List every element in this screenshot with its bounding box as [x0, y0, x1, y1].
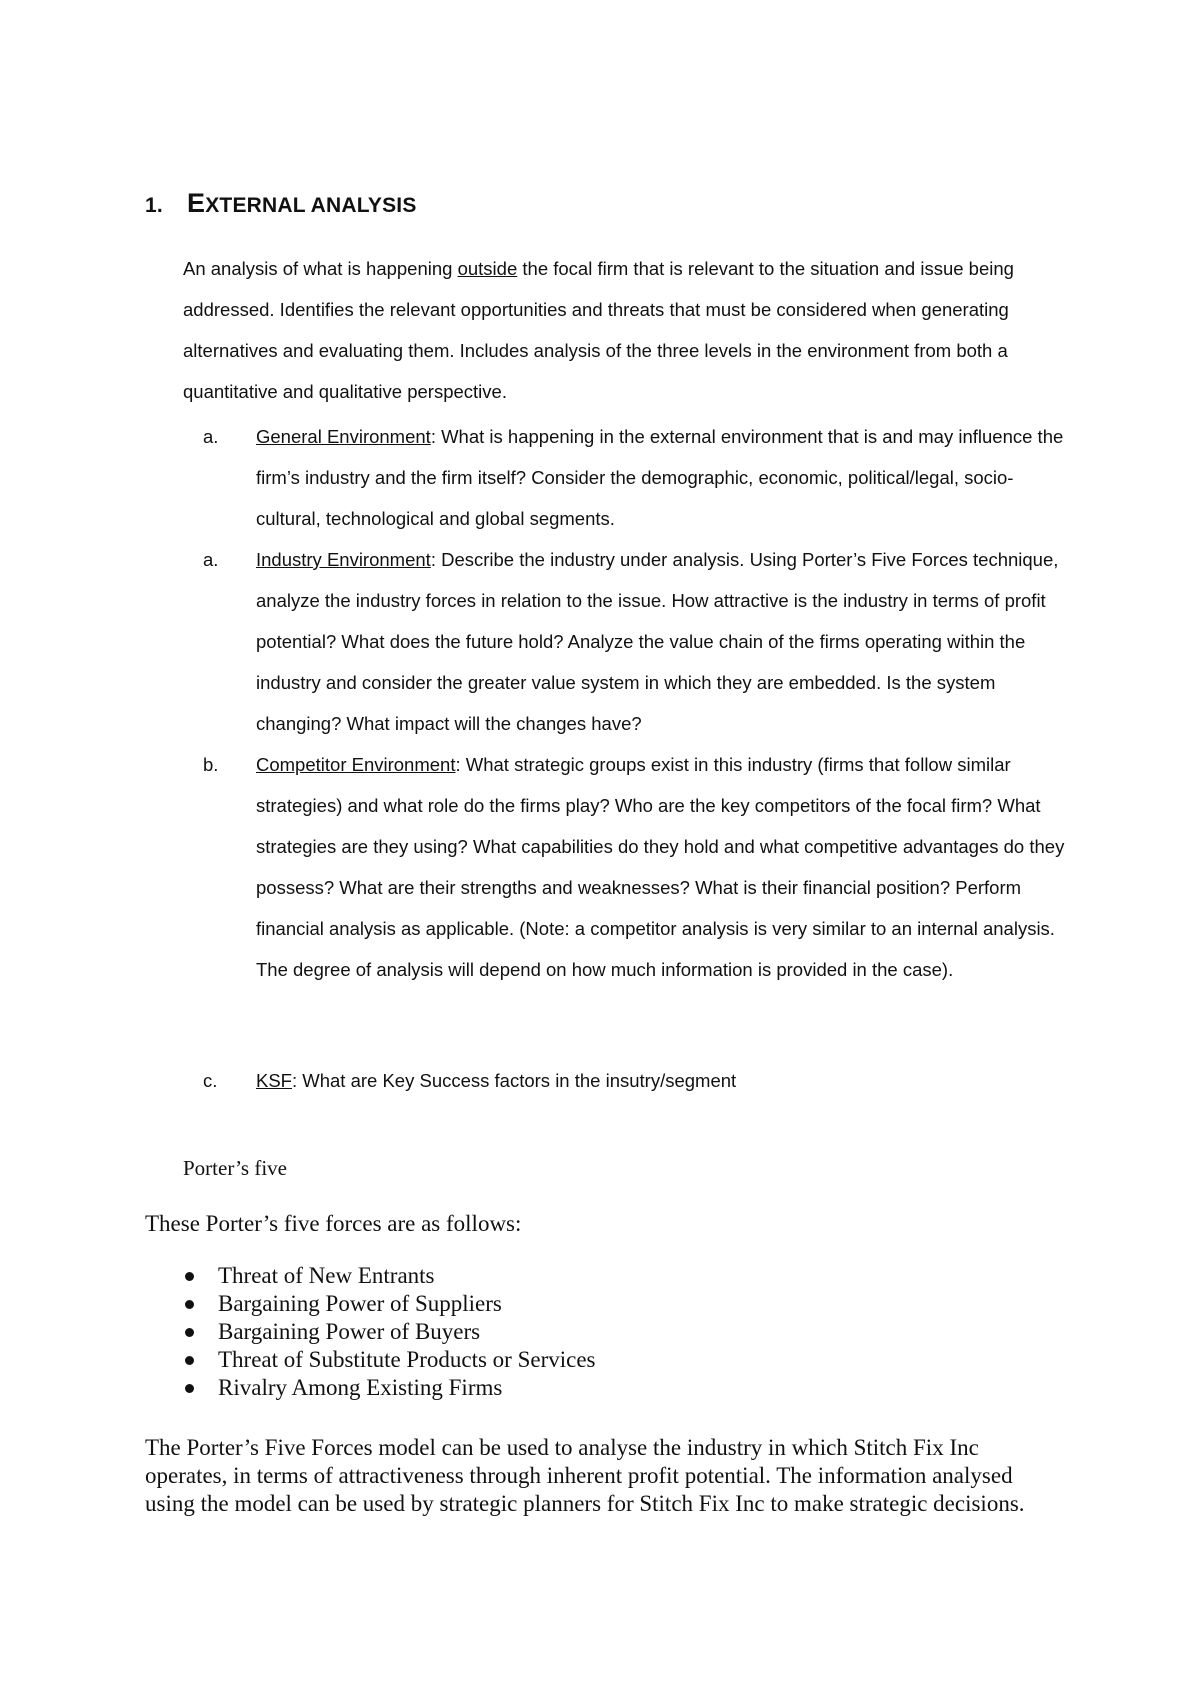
list-item-body: Industry Environment: Describe the industry under analysis. Using Porter’s Five Forces technique, analyze the industry forces in relation to the issue. How attractive is the industry in terms of profit potential? What does the future hold? Analyze the value chain of the firms operating within the industry and consider the greater value system in which they are embedded. Is the system changing? What impact will the changes have? — [256, 549, 1059, 734]
list-item: Bargaining Power of Buyers — [145, 1318, 596, 1346]
item-term: General Environment — [256, 426, 431, 447]
list-item-body: KSF: What are Key Success factors in the insutry/segment — [256, 1070, 737, 1091]
list-item-body: Competitor Environment: What strategic groups exist in this industry (firms that follow similar strategies) and what role do the firms play? Who are the key competitors of the focal firm? What strategies are they using? What capabilities do they hold and what competitive advantages do they possess? What are their strengths and weaknesses? What is their financial position? Perform financial analysis as applicable. (Note: a competitor analysis is very similar to an internal analysis. The degree of analysis will depend on how much information is provided in the case). — [256, 754, 1065, 980]
list-marker: a. — [203, 426, 219, 447]
forces-list — [145, 1262, 596, 1402]
porters-label: Porter’s five — [183, 1156, 288, 1180]
list-item-body: General Environment: What is happening in the external environment that is and may influence the firm’s industry and the firm itself? Consider the demographic, economic, political/legal, socio-cultural, technological and global segments. — [256, 426, 1064, 529]
list-item: Rivalry Among Existing Firms — [145, 1374, 596, 1402]
list-marker: a. — [203, 549, 219, 570]
list-marker: c. — [203, 1070, 218, 1091]
section-heading — [145, 188, 417, 219]
bullet-icon — [185, 1356, 194, 1365]
section-number: 1. — [145, 194, 163, 217]
forces-intro: These Porter’s five forces are as follows: — [145, 1211, 522, 1236]
bullet-icon — [185, 1272, 194, 1281]
list-item-general-environment — [203, 416, 1073, 539]
list-item-ksf — [203, 1060, 1073, 1101]
bullet-icon — [185, 1384, 194, 1393]
section-title: EXTERNAL ANALYSIS — [187, 188, 417, 218]
list-item: Threat of Substitute Products or Services — [145, 1346, 596, 1374]
list-marker: b. — [203, 754, 219, 775]
list-item-industry-environment — [203, 539, 1073, 744]
list-item: Bargaining Power of Suppliers — [145, 1290, 596, 1318]
intro-paragraph: An analysis of what is happening outside the focal firm that is relevant to the situation and issue being addressed. Identifies the relevant opportunities and threats that must be considered when generating alternatives and evaluating them. Includes analysis of the three levels in the environment from both a quantitative and qualitative perspective. — [183, 258, 1014, 402]
underlined-term: outside — [457, 258, 518, 279]
bullet-icon — [185, 1300, 194, 1309]
closing-paragraph: The Porter’s Five Forces model can be used to analyse the industry in which Stitch Fix Inc operates, in terms of attractiveness through inherent profit potential. The information analysed using the model can be used by strategic planners for Stitch Fix Inc to make strategic decisions. — [145, 1435, 1025, 1516]
item-term: KSF — [256, 1070, 292, 1091]
list-item-competitor-environment — [203, 744, 1073, 990]
item-term: Competitor Environment — [256, 754, 456, 775]
item-term: Industry Environment — [256, 549, 431, 570]
bullet-icon — [185, 1328, 194, 1337]
list-item: Threat of New Entrants — [145, 1262, 596, 1290]
